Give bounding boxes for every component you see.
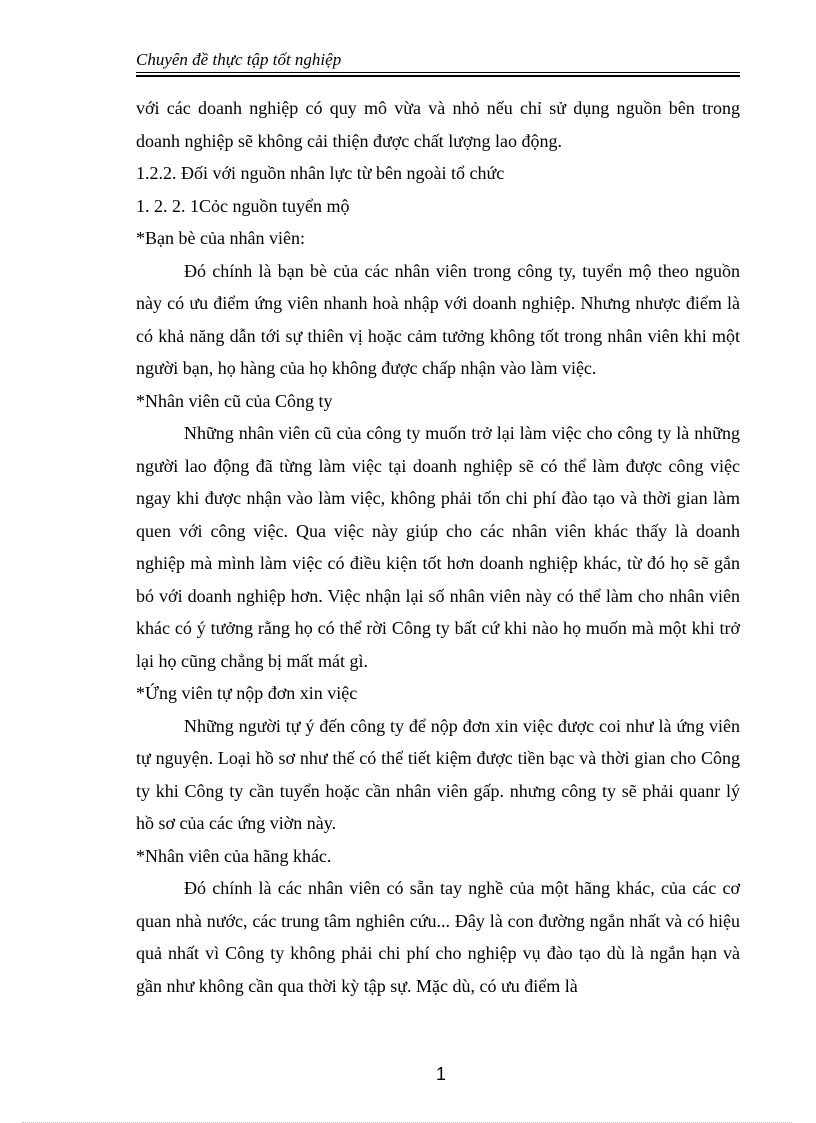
item-heading-friends: *Bạn bè của nhân viên: <box>136 228 305 248</box>
paragraph-former-staff: Những nhân viên cũ của công ty muốn trở lại làm việc cho công ty là những người lao động đã từng làm việc tại doanh nghiệp sẽ có thể làm được công việc ngay khi được nhận vào làm việc, không phải tốn chi phí đào tạo và thời gian làm quen với công việc. Qua việc này giúp cho các nhân viên khác thấy là doanh nghiệp mà mình làm việc có điều kiện tốt hơn doanh nghiệp khác, từ đó họ sẽ gắn bó với doanh nghiệp hơn. Việc nhận lại số nhân viên này có thể làm cho nhân viên khác có ý tưởng rằng họ có thể rời Công ty bất cứ khi nào họ muốn mà một khi trở lại họ cũng chẳng bị mất mát gì. <box>136 423 740 671</box>
page-number: 1 <box>435 1064 446 1084</box>
header-rule-thin <box>136 72 740 73</box>
item-heading-former-staff: *Nhân viên cũ của Công ty <box>136 390 333 411</box>
paragraph-continuation: với các doanh nghiệp có quy mô vừa và nhỏ nếu chỉ sử dụng nguồn bên trong doanh nghiệp sẽ không cải thiện được chất lượng lao động. <box>136 98 740 151</box>
paragraph-applicants: Những người tự ý đến công ty để nộp đơn xin việc được coi như là ứng viên tự nguyện. Loại hồ sơ như thế có thể tiết kiệm được tiền bạc và thời gian cho Công ty khi Công ty cần tuyển hoặc cần nhân viên gấp. nhưng công ty sẽ phải quanr lý hồ sơ của các ứng viờn này. <box>136 715 740 833</box>
document-body <box>136 92 740 1002</box>
section-heading: 1.2.2. Đối với nguồn nhân lực từ bên ngoài tổ chức <box>136 163 505 183</box>
header-rule-thick <box>136 75 740 77</box>
page-header <box>136 50 740 77</box>
item-heading-other-firms: *Nhân viên của hãng khác. <box>136 845 332 866</box>
header-title: Chuyên đề thực tập tốt nghiệp <box>136 50 342 69</box>
item-heading-applicants: *Ứng viên tự nộp đơn xin việc <box>136 683 358 703</box>
paragraph-friends: Đó chính là bạn bè của các nhân viên trong công ty, tuyển mộ theo nguồn này có ưu điểm ứng viên nhanh hoà nhập với doanh nghiệp. Nhưng nhược điểm là có khả năng dẫn tới sự thiên vị hoặc cảm tưởng không tốt trong nhân viên khi một người bạn, họ hàng của họ không được chấp nhận vào làm việc. <box>136 260 740 378</box>
paragraph-other-firms: Đó chính là các nhân viên có sẵn tay nghề của một hãng khác, của các cơ quan nhà nước, các trung tâm nghiên cứu... Đây là con đường ngắn nhất và có hiệu quả nhất vì Công ty không phải chi phí cho nghiệp vụ đào tạo dù là ngắn hạn và gần như không cần qua thời kỳ tập sự. Mặc dù, có ưu điểm là <box>136 878 740 996</box>
subsection-heading: 1. 2. 2. 1Cỏc nguồn tuyển mộ <box>136 195 350 216</box>
